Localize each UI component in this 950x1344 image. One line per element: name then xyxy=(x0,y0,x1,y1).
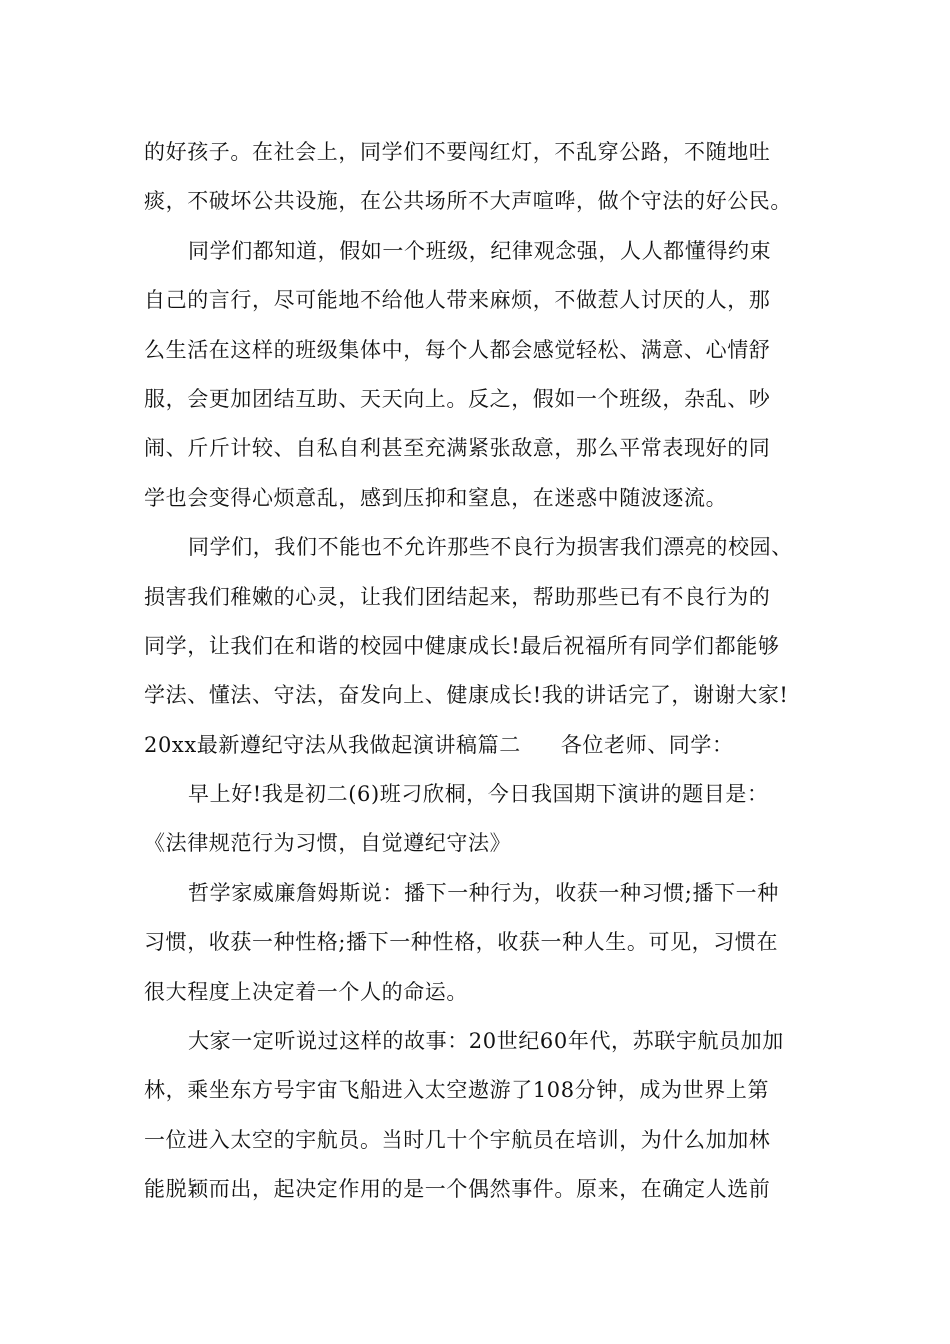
paragraph-start: 同学们，我们不能也不允许那些不良行为损害我们漂亮的校园、 xyxy=(188,535,793,560)
speech-title: 《法律规范行为习惯，自觉遵纪守法》 xyxy=(144,831,512,856)
text-line: 闹、斤斤计较、自私自利甚至充满紧张敌意，那么平常表现好的同 xyxy=(144,436,771,461)
text-line: 一位进入太空的宇航员。当时几十个宇航员在培训，为什么加加林 xyxy=(144,1127,771,1152)
salutation: 各位老师、同学： xyxy=(560,732,734,757)
text-line: 习惯，收获一种性格;播下一种性格，收获一种人生。可见，习惯在 xyxy=(144,930,779,955)
text-line: 同学，让我们在和谐的校园中健康成长!最后祝福所有同学们都能够 xyxy=(144,633,780,658)
text-line: 很大程度上决定着一个人的命运。 xyxy=(144,979,468,1004)
text-line: 痰，不破坏公共设施，在公共场所不大声喧哗，做个守法的好公民。 xyxy=(144,189,792,214)
text-line: 么生活在这样的班级集体中，每个人都会感觉轻松、满意、心情舒 xyxy=(144,337,771,362)
paragraph-start: 早上好!我是初二(6)班刁欣桐，今日我国期下演讲的题目是： xyxy=(188,782,769,807)
paragraph-start: 大家一定听说过这样的故事：20世纪60年代，苏联宇航员加加 xyxy=(188,1029,784,1054)
text-line: 学也会变得心烦意乱，感到压抑和窒息，在迷惑中随波逐流。 xyxy=(144,485,728,510)
text-line: 能脱颖而出，起决定作用的是一个偶然事件。原来，在确定人选前 xyxy=(144,1177,771,1202)
paragraph-start: 哲学家威廉詹姆斯说：播下一种行为，收获一种习惯;播下一种 xyxy=(188,880,779,905)
text-line: 林，乘坐东方号宇宙飞船进入太空遨游了108分钟，成为世界上第 xyxy=(144,1078,770,1103)
document-body xyxy=(144,128,844,1215)
section-heading-line xyxy=(144,721,844,770)
paragraph-start: 同学们都知道，假如一个班级，纪律观念强，人人都懂得约束 xyxy=(188,238,772,263)
text-line: 自己的言行，尽可能地不给他人带来麻烦，不做惹人讨厌的人，那 xyxy=(144,288,771,313)
section-heading: 20xx最新遵纪守法从我做起演讲稿篇二 xyxy=(144,732,521,757)
text-line: 学法、懂法、守法，奋发向上、健康成长!我的讲话完了，谢谢大家! xyxy=(144,683,789,708)
text-line: 损害我们稚嫩的心灵，让我们团结起来，帮助那些已有不良行为的 xyxy=(144,584,771,609)
text-line: 的好孩子。在社会上，同学们不要闯红灯，不乱穿公路，不随地吐 xyxy=(144,140,771,164)
text-line: 服，会更加团结互助、天天向上。反之，假如一个班级，杂乱、吵 xyxy=(144,386,771,411)
